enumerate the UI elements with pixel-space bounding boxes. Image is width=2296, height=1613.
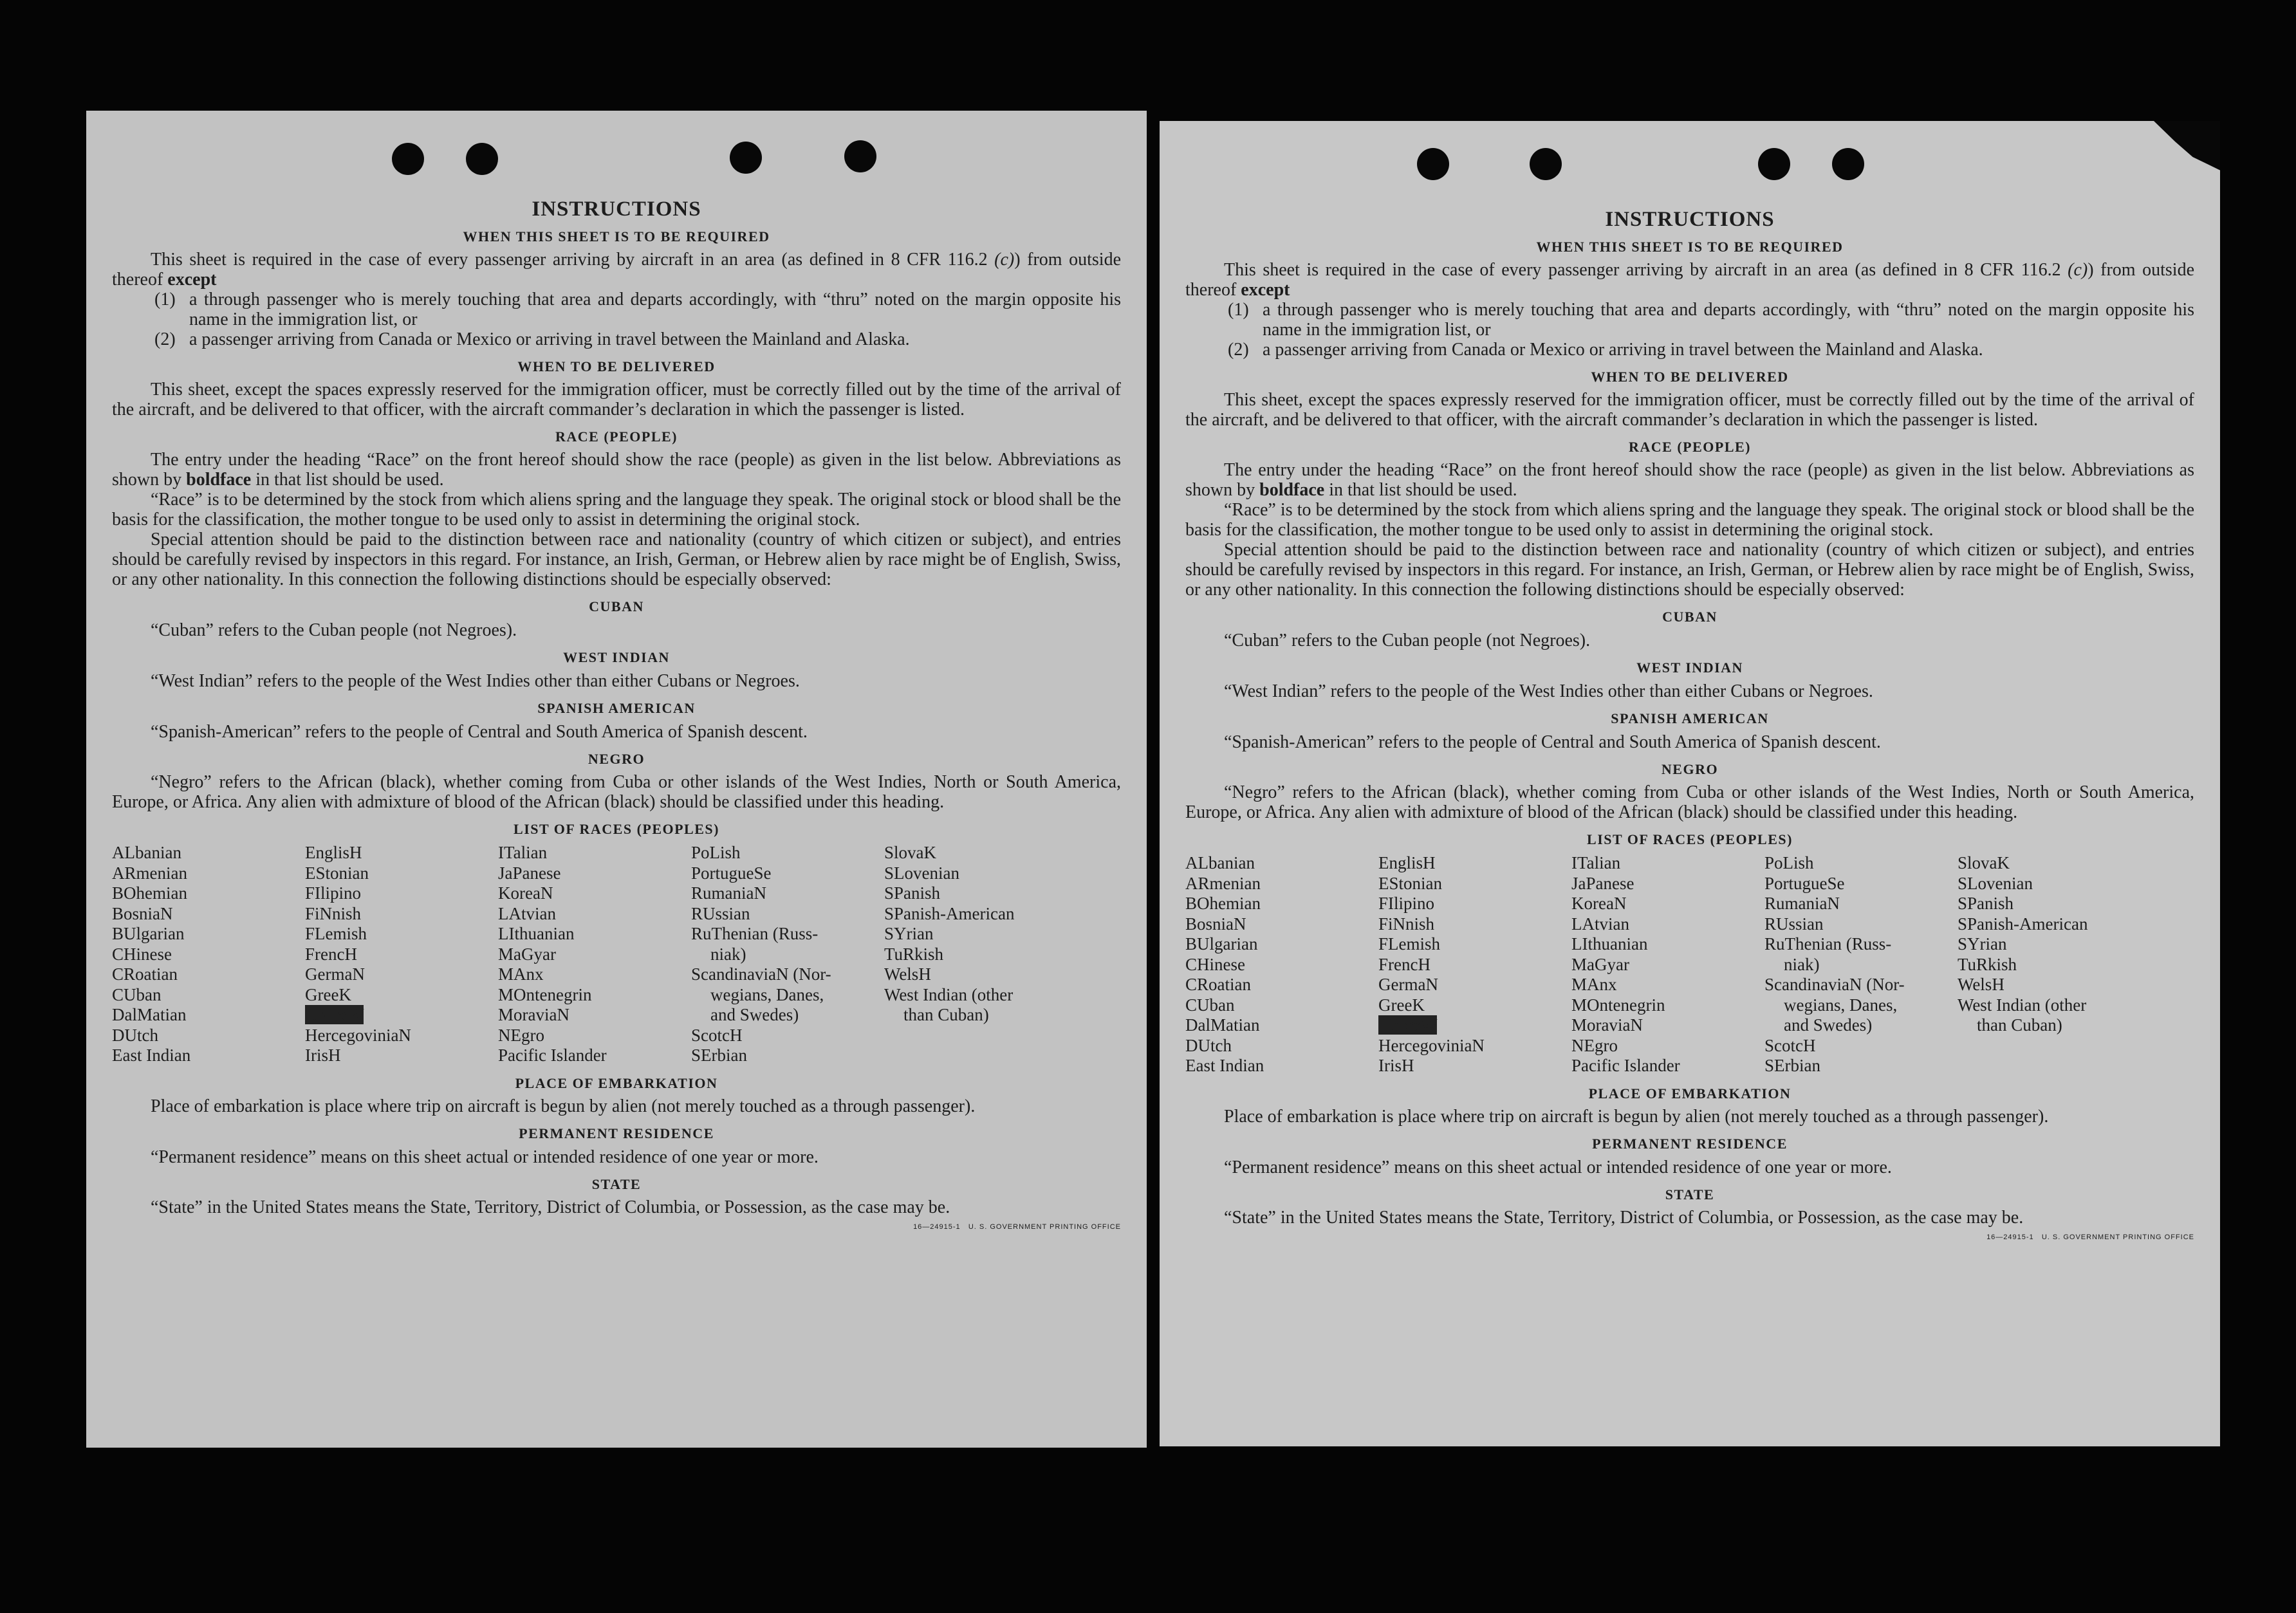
races-column <box>1764 853 1958 1076</box>
race-entry: ScotcH <box>691 1025 743 1045</box>
race-entry: TuRkish <box>1958 954 2017 974</box>
race-entry: DalMatian <box>1185 1015 1260 1035</box>
race-entry: and Swedes) <box>710 1005 799 1024</box>
race-entry: LAtvian <box>498 903 556 923</box>
heading-race: RACE (PEOPLE) <box>1629 439 1751 455</box>
race-entry: and Swedes) <box>1784 1015 1873 1035</box>
paragraph-embarkation: Place of embarkation is place where trip on aircraft is begun by alien (not merely touched as a through passenger). <box>151 1096 976 1116</box>
list-item: (1) a through passenger who is merely touching that area and departs accordingly, with “thru” noted on the margin opposite his name in the immigration list, or <box>1228 300 2194 340</box>
race-entry: BosniaN <box>1185 914 1246 934</box>
paragraph-race-2: “Race” is to be determined by the stock from which aliens spring and the language they speak. The original stock or blood shall be the basis for the classification, the mother tongue to be used only to assist in determining the original stock. <box>112 490 1121 530</box>
race-entry: niak) <box>1784 954 1820 974</box>
races-column <box>1378 853 1571 1076</box>
race-entry: SPanish <box>1958 894 2014 913</box>
punch-hole <box>1417 148 1449 180</box>
race-entry: WelsH <box>1958 975 2004 994</box>
race-entry: RuThenian (Russ- <box>1764 934 1892 954</box>
race-entry: MaGyar <box>1571 954 1629 974</box>
race-entry: DUtch <box>112 1025 158 1045</box>
race-entry: MOntenegrin <box>498 984 592 1004</box>
race-entry: SlovaK <box>1958 853 2010 872</box>
race-entry: ALbanian <box>1185 853 1255 872</box>
race-entry: CHinese <box>112 944 172 964</box>
races-list <box>112 843 1121 1066</box>
race-entry: RumaniaN <box>691 883 766 903</box>
heading-required: WHEN THIS SHEET IS TO BE REQUIRED <box>463 228 770 244</box>
punch-hole <box>730 142 762 174</box>
races-column <box>498 843 691 1066</box>
left-page <box>86 111 1147 1448</box>
paragraph-permanent-residence: “Permanent residence” means on this sheet actual or intended residence of one year or more. <box>1224 1157 1892 1177</box>
race-entry: CRoatian <box>112 964 178 984</box>
race-entry: FrencH <box>305 944 357 964</box>
paragraph-spanish-american: “Spanish-American” refers to the people of Central and South America of Spanish descent. <box>1224 732 1881 752</box>
race-entry: RumaniaN <box>1764 894 1840 913</box>
race-entry: NEgro <box>498 1025 544 1045</box>
paragraph-cuban: “Cuban” refers to the Cuban people (not Negroes). <box>151 620 517 640</box>
race-entry: MaGyar <box>498 944 556 964</box>
race-entry: BOhemian <box>112 883 187 903</box>
race-entry: SPanish-American <box>1958 914 2088 934</box>
race-entry: PortugueSe <box>691 863 772 883</box>
race-entry: MoraviaN <box>498 1005 569 1024</box>
race-entry: SLovenian <box>1958 873 2033 893</box>
race-entry: PoLish <box>691 843 741 862</box>
race-entry: HercegoviniaN <box>305 1025 411 1045</box>
right-page <box>1160 121 2220 1446</box>
footer <box>112 1217 1121 1237</box>
race-entry: DalMatian <box>112 1005 187 1024</box>
races-column <box>1571 853 1764 1076</box>
list-item: (1) a through passenger who is merely touching that area and departs accordingly, with “thru” noted on the margin opposite his name in the immigration list, or <box>154 290 1121 329</box>
race-entry: CUban <box>1185 995 1235 1015</box>
race-entry: DUtch <box>1185 1035 1232 1055</box>
paragraph-west-indian: “West Indian” refers to the people of the West Indies other than either Cubans or Negroes. <box>151 671 800 691</box>
paragraph-spanish-american: “Spanish-American” refers to the people of Central and South America of Spanish descent. <box>151 722 808 742</box>
race-entry: ITalian <box>498 843 548 862</box>
race-entry: RuThenian (Russ- <box>691 924 819 943</box>
race-entry: BOhemian <box>1185 894 1261 913</box>
paragraph-required: This sheet is required in the case of every passenger arriving by aircraft in an area (as defined in 8 CFR 116.2 (c)) from outside thereof except <box>112 250 1122 290</box>
race-entry: West Indian (other <box>1958 995 2087 1015</box>
race-entry: MAnx <box>498 964 544 984</box>
heading-permanent-residence: PERMANENT RESIDENCE <box>1592 1135 1788 1152</box>
heading-cuban: CUBAN <box>589 598 644 614</box>
race-entry: LIthuanian <box>1571 934 1648 954</box>
race-entry: TuRkish <box>884 944 944 964</box>
heading-list-of-races: LIST OF RACES (PEOPLES) <box>1587 831 1793 847</box>
punch-hole <box>1832 148 1864 180</box>
race-entry: SPanish-American <box>884 903 1015 923</box>
footer <box>1185 1228 2194 1248</box>
heading-cuban: CUBAN <box>1662 609 1717 625</box>
paragraph-state: “State” in the United States means the State, Territory, District of Columbia, or Possession, as the case may be. <box>1224 1207 2024 1228</box>
race-entry: SErbian <box>1764 1056 1820 1075</box>
race-entry: CHinese <box>1185 954 1245 974</box>
heading-embarkation: PLACE OF EMBARKATION <box>515 1074 718 1091</box>
race-entry: FiNnish <box>1378 914 1435 934</box>
race-entry: Pacific Islander <box>1571 1056 1680 1075</box>
race-entry: JaPanese <box>498 863 561 883</box>
heading-embarkation: PLACE OF EMBARKATION <box>1588 1085 1791 1101</box>
paragraph-race-3: Special attention should be paid to the distinction between race and nationality (country of which citizen or subject), and entries should be carefully revised by inspectors in this regard. For instance, an Irish, German, or Hebrew alien by race might be of English, Swiss, or any other nationality. In this connection the following distinctions should be especially observed: <box>1185 540 2194 600</box>
race-entry: than Cuban) <box>1977 1015 2062 1035</box>
race-entry: JaPanese <box>1571 873 1634 893</box>
paragraph-west-indian: “West Indian” refers to the people of the West Indies other than either Cubans or Negroes. <box>1224 681 1873 701</box>
race-entry-redacted: HebreW <box>305 1005 364 1024</box>
heading-west-indian: WEST INDIAN <box>563 649 670 665</box>
instructions-content <box>1185 210 2194 1248</box>
race-entry: MAnx <box>1571 975 1617 994</box>
heading-state: STATE <box>591 1175 642 1192</box>
heading-race: RACE (PEOPLE) <box>555 429 678 445</box>
race-entry: EnglisH <box>1378 853 1436 872</box>
punch-hole <box>392 143 424 175</box>
race-entry: FiNnish <box>305 903 362 923</box>
race-entry: ALbanian <box>112 843 181 862</box>
race-entry: HercegoviniaN <box>1378 1035 1485 1055</box>
races-column <box>1185 853 1378 1076</box>
race-entry: ARmenian <box>1185 873 1261 893</box>
punch-hole <box>844 140 876 172</box>
race-entry: KoreaN <box>498 883 553 903</box>
race-entry: EnglisH <box>305 843 362 862</box>
race-entry: wegians, Danes, <box>1784 995 1898 1015</box>
race-entry: NEgro <box>1571 1035 1618 1055</box>
heading-spanish-american: SPANISH AMERICAN <box>537 700 696 716</box>
heading-state: STATE <box>1665 1186 1715 1203</box>
paragraph-delivered: This sheet, except the spaces expressly reserved for the immigration officer, must be correctly filled out by the time of the arrival of the aircraft, and be delivered to that officer, with the aircraft commander’s declaration in which the passenger is listed. <box>1185 390 2194 430</box>
race-entry: BUlgarian <box>112 924 185 943</box>
race-entry: RUssian <box>691 903 750 923</box>
paragraph-race-1: The entry under the heading “Race” on the front hereof should show the race (people) as given in the list below. Abbreviations as shown by boldface in that list should be used. <box>1185 460 2194 500</box>
race-entry: WelsH <box>884 964 931 984</box>
race-entry: LIthuanian <box>498 924 575 943</box>
race-entry: KoreaN <box>1571 894 1627 913</box>
printer-imprint: 16—24915-1 U. S. GOVERNMENT PRINTING OFFICE <box>1986 1233 2194 1241</box>
races-column <box>1958 853 2151 1076</box>
races-column <box>884 843 1077 1066</box>
race-entry: SYrian <box>1958 934 2007 954</box>
page-title: INSTRUCTIONS <box>532 198 701 221</box>
race-entry: SPanish <box>884 883 941 903</box>
heading-west-indian: WEST INDIAN <box>1636 659 1743 676</box>
races-column <box>112 843 305 1066</box>
page-title: INSTRUCTIONS <box>1605 208 1775 231</box>
race-entry: ARmenian <box>112 863 187 883</box>
race-entry: LAtvian <box>1571 914 1629 934</box>
race-entry: ScandinaviaN (Nor- <box>1764 975 1905 994</box>
heading-negro: NEGRO <box>588 751 645 767</box>
paragraph-required: This sheet is required in the case of every passenger arriving by aircraft in an area (as defined in 8 CFR 116.2 (c)) from outside thereof except <box>1185 260 2195 300</box>
race-entry: East Indian <box>1185 1056 1264 1075</box>
race-entry: GreeK <box>1378 995 1425 1015</box>
paragraph-embarkation: Place of embarkation is place where trip on aircraft is begun by alien (not merely touched as a through passenger). <box>1224 1106 2049 1127</box>
printer-imprint: 16—24915-1 U. S. GOVERNMENT PRINTING OFFICE <box>913 1222 1121 1231</box>
race-entry: GermaN <box>305 964 365 984</box>
race-entry: IrisH <box>305 1046 341 1065</box>
race-entry: IrisH <box>1378 1056 1414 1075</box>
race-entry: CUban <box>112 984 162 1004</box>
heading-delivered: WHEN TO BE DELIVERED <box>517 358 716 374</box>
race-entry: EStonian <box>1378 873 1442 893</box>
race-entry-redacted: HebreW <box>1378 1015 1438 1035</box>
paragraph-negro: “Negro” refers to the African (black), whether coming from Cuba or other islands of the West Indies, North or South America, Europe, or Africa. Any alien with admixture of blood of the African (black) should be classified under this heading. <box>112 772 1121 812</box>
races-column <box>691 843 884 1066</box>
race-entry: EStonian <box>305 863 369 883</box>
paragraph-delivered: This sheet, except the spaces expressly reserved for the immigration officer, must be correctly filled out by the time of the arrival of the aircraft, and be delivered to that officer, with the aircraft commander’s declaration in which the passenger is listed. <box>112 380 1121 419</box>
race-entry: PortugueSe <box>1764 873 1845 893</box>
instructions-content <box>112 199 1121 1237</box>
race-entry: wegians, Danes, <box>710 984 824 1004</box>
race-entry: East Indian <box>112 1046 191 1065</box>
race-entry: CRoatian <box>1185 975 1251 994</box>
race-entry: ScotcH <box>1764 1035 1816 1055</box>
race-entry: FrencH <box>1378 954 1430 974</box>
race-entry: MoraviaN <box>1571 1015 1643 1035</box>
race-entry: SLovenian <box>884 863 959 883</box>
race-entry: niak) <box>710 944 746 964</box>
punch-hole <box>1530 148 1562 180</box>
race-entry: GreeK <box>305 984 351 1004</box>
race-entry: ScandinaviaN (Nor- <box>691 964 831 984</box>
race-entry: RUssian <box>1764 914 1824 934</box>
list-item: (2) a passenger arriving from Canada or Mexico or arriving in travel between the Mainland and Alaska. <box>1228 340 1983 360</box>
race-entry: West Indian (other <box>884 984 1014 1004</box>
heading-permanent-residence: PERMANENT RESIDENCE <box>519 1125 714 1141</box>
race-entry: SlovaK <box>884 843 936 862</box>
race-entry: BosniaN <box>112 903 173 923</box>
paragraph-state: “State” in the United States means the State, Territory, District of Columbia, or Possession, as the case may be. <box>151 1197 950 1217</box>
punch-hole <box>466 143 498 175</box>
paragraph-cuban: “Cuban” refers to the Cuban people (not Negroes). <box>1224 631 1591 650</box>
heading-delivered: WHEN TO BE DELIVERED <box>1591 369 1789 385</box>
race-entry: FIlipino <box>1378 894 1435 913</box>
race-entry: GermaN <box>1378 975 1438 994</box>
paragraph-permanent-residence: “Permanent residence” means on this sheet actual or intended residence of one year or more. <box>151 1147 819 1167</box>
race-entry: SYrian <box>884 924 934 943</box>
paragraph-race-3: Special attention should be paid to the distinction between race and nationality (country of which citizen or subject), and entries should be carefully revised by inspectors in this regard. For instance, an Irish, German, or Hebrew alien by race might be of English, Swiss, or any other nationality. In this connection the following distinctions should be especially observed: <box>112 530 1121 589</box>
paragraph-negro: “Negro” refers to the African (black), whether coming from Cuba or other islands of the West Indies, North or South America, Europe, or Africa. Any alien with admixture of blood of the African (black) should be classified under this heading. <box>1185 782 2194 822</box>
race-entry: MOntenegrin <box>1571 995 1665 1015</box>
race-entry: BUlgarian <box>1185 934 1258 954</box>
race-entry: FLemish <box>1378 934 1441 954</box>
races-list <box>1185 853 2194 1076</box>
race-entry: Pacific Islander <box>498 1046 607 1065</box>
heading-negro: NEGRO <box>1661 761 1719 777</box>
race-entry: than Cuban) <box>903 1005 989 1024</box>
torn-corner <box>2154 121 2220 172</box>
race-entry: FLemish <box>305 924 367 943</box>
list-item: (2) a passenger arriving from Canada or Mexico or arriving in travel between the Mainland and Alaska. <box>154 329 910 349</box>
race-entry: SErbian <box>691 1046 747 1065</box>
race-entry: ITalian <box>1571 853 1621 872</box>
races-column <box>305 843 498 1066</box>
paragraph-race-1: The entry under the heading “Race” on the front hereof should show the race (people) as given in the list below. Abbreviations as shown by boldface in that list should be used. <box>112 450 1121 490</box>
race-entry: PoLish <box>1764 853 1814 872</box>
heading-required: WHEN THIS SHEET IS TO BE REQUIRED <box>1536 239 1844 255</box>
heading-list-of-races: LIST OF RACES (PEOPLES) <box>514 821 719 837</box>
race-entry: FIlipino <box>305 883 362 903</box>
paragraph-race-2: “Race” is to be determined by the stock from which aliens spring and the language they speak. The original stock or blood shall be the basis for the classification, the mother tongue to be used only to assist in determining the original stock. <box>1185 500 2194 540</box>
punch-hole <box>1758 148 1790 180</box>
heading-spanish-american: SPANISH AMERICAN <box>1611 710 1769 726</box>
